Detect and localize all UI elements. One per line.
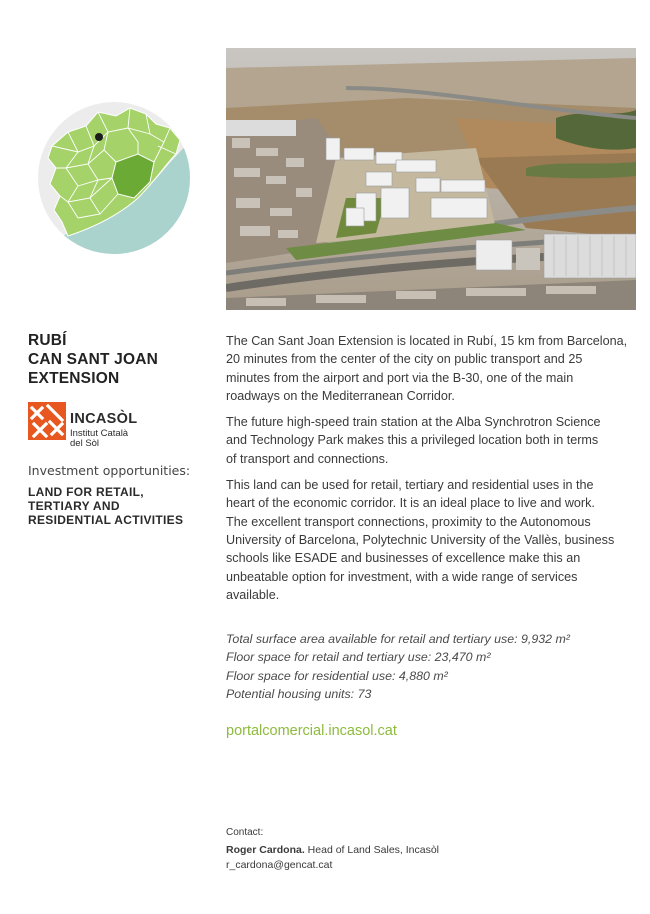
facts-list [226, 630, 638, 703]
paragraph-line: heart of the economic corridor. It is an ideal place to live and work. [226, 496, 595, 511]
fact-retail-surface: Total surface area available for retail and tertiary use: 9,932 m² [226, 632, 570, 646]
contact-name: Roger Cardona. [226, 844, 305, 856]
investment-line-1: LAND FOR RETAIL, [28, 485, 144, 499]
paragraph-line: available. [226, 587, 280, 602]
aerial-photo [226, 48, 636, 310]
contact-person [226, 843, 439, 858]
fact-residential-floor-space: Floor space for residential use: 4,880 m² [226, 668, 448, 683]
body-text [226, 332, 638, 612]
title-line-1: RUBÍ [28, 332, 67, 349]
investment-value [28, 485, 213, 527]
contact-label: Contact: [226, 827, 264, 838]
paragraph-line: and Technology Park makes this a privileged location both in terms [226, 433, 599, 448]
locator-map [38, 102, 190, 254]
paragraph-line: schools like ESADE and businesses of excellence make this an [226, 551, 581, 566]
paragraph-line: The Can Sant Joan Extension is located in Rubí, 15 km from Barcelona, [226, 334, 628, 348]
website-link[interactable]: portalcomercial.incasol.cat [226, 723, 397, 739]
paragraph-line: minutes from the airport and port via the B-30, one of the main [226, 370, 574, 385]
fact-retail-floor-space: Floor space for retail and tertiary use: 23,470 m² [226, 650, 491, 665]
paragraph-line: The future high-speed train station at the Alba Synchrotron Science [226, 415, 601, 430]
paragraph-line: The excellent transport connections, proximity to the Autonomous [226, 514, 591, 529]
paragraph-line: unbeatable option for investment, with a wide range of services [226, 569, 578, 584]
paragraph-line: University of Barcelona, Polytechnic University of the Vallès, business [226, 532, 615, 547]
paragraph-2 [226, 413, 638, 468]
page-title [28, 331, 208, 388]
investment-line-3: RESIDENTIAL ACTIVITIES [28, 513, 184, 527]
paragraph-1 [226, 332, 638, 405]
incasol-logo-mark [28, 402, 66, 440]
paragraph-line: This land can be used for retail, tertiary and residential uses in the [226, 478, 594, 493]
contact-role: Head of Land Sales, Incasòl [304, 844, 440, 856]
paragraph-line: roadways on the Mediterranean Corridor. [226, 388, 455, 403]
fact-housing-units: Potential housing units: 73 [226, 686, 372, 701]
paragraph-line: of transport and connections. [226, 451, 389, 466]
paragraph-3 [226, 476, 638, 604]
title-line-2: CAN SANT JOAN [28, 351, 159, 368]
contact-email[interactable]: r_cardona@gencat.cat [226, 859, 333, 871]
investment-label: Investment opportunities: [28, 463, 191, 478]
logo-subtitle-1: Institut Català [70, 428, 129, 439]
title-line-3: EXTENSION [28, 370, 120, 387]
contact-block [226, 825, 439, 873]
incasol-logo [28, 402, 178, 452]
investment-line-2: TERTIARY AND [28, 499, 120, 513]
logo-subtitle-2: del Sòl [70, 438, 100, 449]
logo-name: INCASÒL [70, 411, 138, 427]
paragraph-line: 20 minutes from the center of the city on public transport and 25 [226, 352, 583, 367]
